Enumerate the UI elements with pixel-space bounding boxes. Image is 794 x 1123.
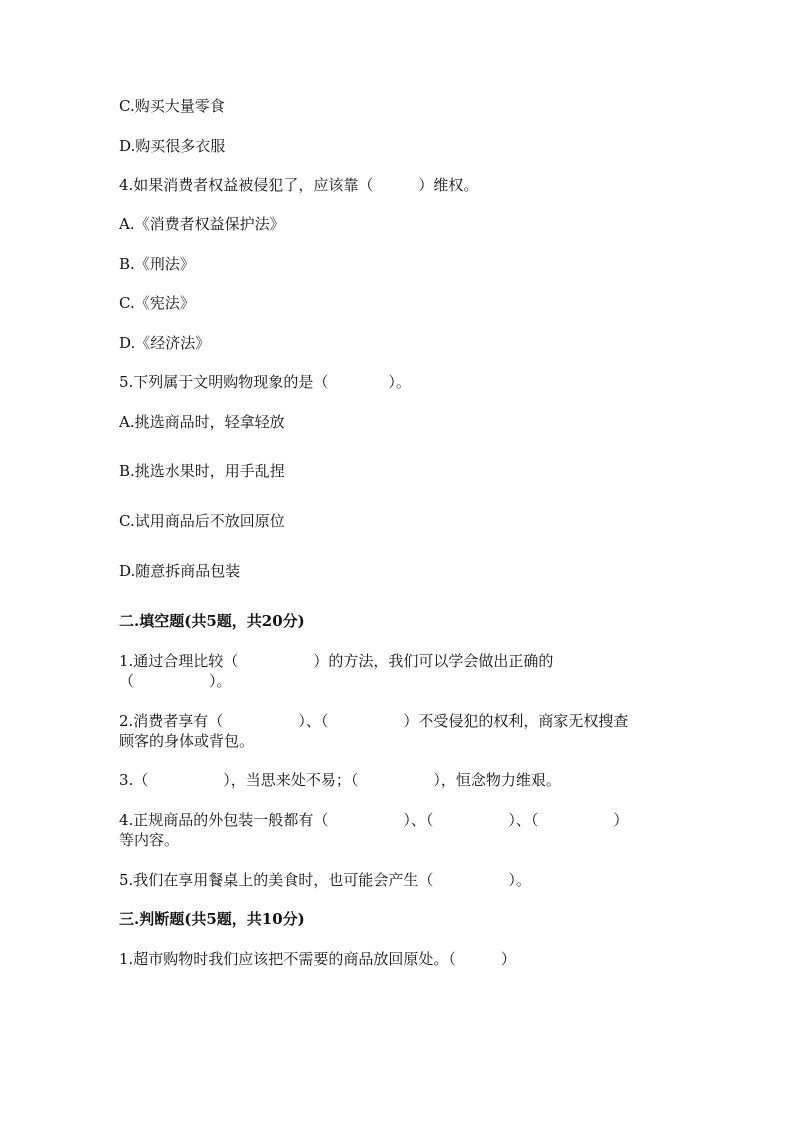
- fill-question-2-line-2: 顾客的身体或背包。: [119, 732, 255, 750]
- section-3-heading: 三.判断题(共5题，共10分): [119, 910, 305, 928]
- fill-question-4-line-1: 4.正规商品的外包装一般都有（ ）、（ ）、（ ）: [119, 811, 629, 829]
- fill-question-4-line-2: 等内容。: [119, 831, 180, 849]
- fill-question-1-line-2: （ ）。: [119, 672, 232, 690]
- option-b-criminal-law: B.《刑法》: [119, 255, 195, 273]
- fill-question-3: 3.（ ），当思来处不易；（ ），恒念物力维艰。: [119, 771, 561, 789]
- option-d-economic-law: D.《经济法》: [119, 334, 211, 352]
- question-4: 4.如果消费者权益被侵犯了，应该靠（ ）维权。: [119, 176, 479, 194]
- option-d-buy-clothes: D.购买很多衣服: [119, 137, 226, 155]
- option-b-squeeze-fruit: B.挑选水果时，用手乱捏: [119, 462, 285, 480]
- option-a-gentle-handling: A.挑选商品时，轻拿轻放: [119, 413, 285, 431]
- fill-question-1-line-1: 1.通过合理比较（ ）的方法，我们可以学会做出正确的: [119, 652, 554, 670]
- option-a-consumer-law: A.《消费者权益保护法》: [119, 215, 285, 233]
- option-c-constitution: C.《宪法》: [119, 294, 195, 312]
- option-c-buy-snacks: C.购买大量零食: [119, 97, 225, 115]
- judge-question-1: 1.超市购物时我们应该把不需要的商品放回原处。（ ）: [119, 950, 516, 968]
- section-2-heading: 二.填空题(共5题，共20分): [119, 612, 305, 630]
- fill-question-2-line-1: 2.消费者享有（ ）、（ ）不受侵犯的权利，商家无权搜查: [119, 712, 629, 730]
- fill-question-5: 5.我们在享用餐桌上的美食时，也可能会产生（ ）。: [119, 871, 531, 889]
- option-c-not-return: C.试用商品后不放回原位: [119, 512, 285, 530]
- option-d-unpack: D.随意拆商品包装: [119, 562, 241, 580]
- question-5: 5.下列属于文明购物现象的是（ ）。: [119, 373, 411, 391]
